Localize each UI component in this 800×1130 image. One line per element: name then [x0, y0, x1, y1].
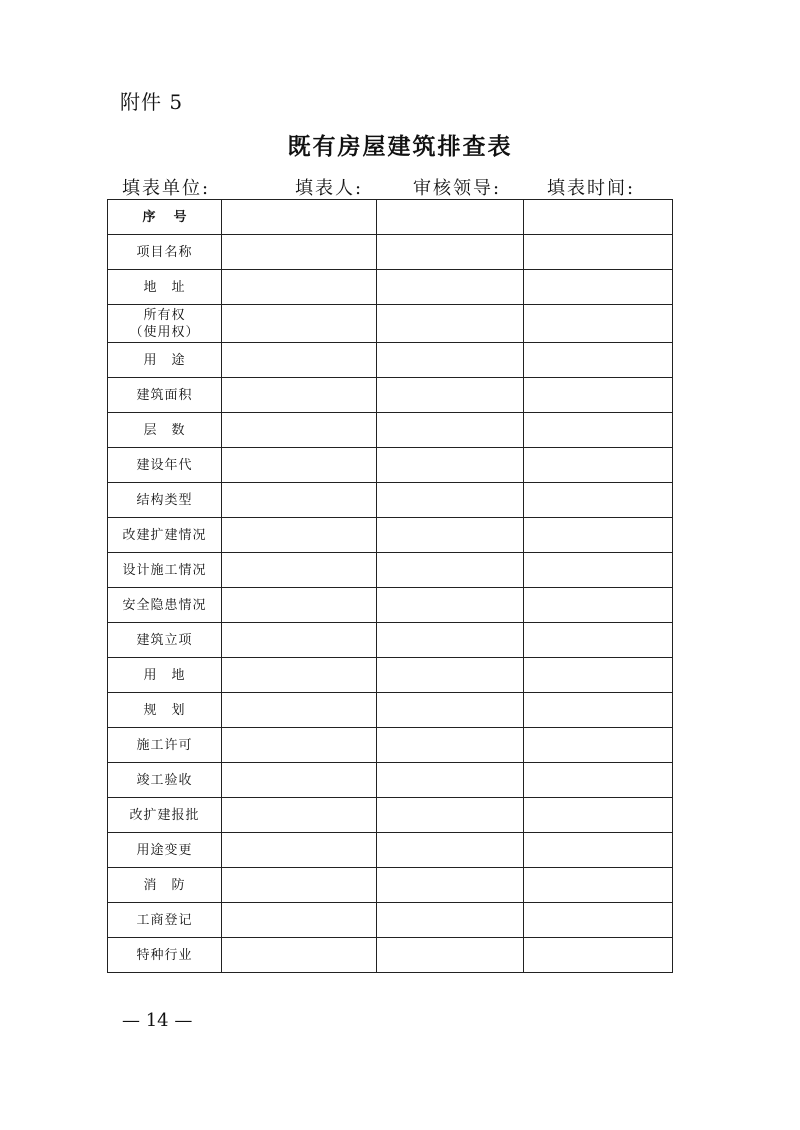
table-cell[interactable]: [377, 343, 524, 378]
row-label: 改扩建报批: [108, 798, 222, 833]
table-cell[interactable]: [377, 728, 524, 763]
table-cell[interactable]: [222, 305, 377, 343]
row-label: 用 途: [108, 343, 222, 378]
table-cell[interactable]: [524, 938, 673, 973]
table-row: [108, 833, 673, 868]
row-label: 建筑立项: [108, 623, 222, 658]
row-label: 消 防: [108, 868, 222, 903]
table-row: [108, 658, 673, 693]
row-label: 建设年代: [108, 448, 222, 483]
table-cell[interactable]: [524, 413, 673, 448]
table-cell[interactable]: [222, 728, 377, 763]
table-cell[interactable]: [377, 553, 524, 588]
table-cell[interactable]: [524, 200, 673, 235]
table-cell[interactable]: [377, 658, 524, 693]
table-cell[interactable]: [524, 623, 673, 658]
table-row: [108, 728, 673, 763]
fill-date-label: 填表时间:: [547, 178, 636, 199]
table-cell[interactable]: [524, 518, 673, 553]
table-cell[interactable]: [524, 483, 673, 518]
table-row: [108, 413, 673, 448]
table-cell[interactable]: [377, 448, 524, 483]
fill-in-header: [0, 174, 800, 200]
table-row: [108, 763, 673, 798]
table-cell[interactable]: [377, 483, 524, 518]
table-row: [108, 343, 673, 378]
table-cell[interactable]: [524, 833, 673, 868]
table-cell[interactable]: [222, 235, 377, 270]
table-row: [108, 868, 673, 903]
table-cell[interactable]: [222, 938, 377, 973]
table-cell[interactable]: [524, 235, 673, 270]
row-label: 安全隐患情况: [108, 588, 222, 623]
table-row: [108, 235, 673, 270]
table-cell[interactable]: [524, 448, 673, 483]
table-cell[interactable]: [222, 413, 377, 448]
row-label: 层 数: [108, 413, 222, 448]
table-cell[interactable]: [524, 903, 673, 938]
row-label: 建筑面积: [108, 378, 222, 413]
table-cell[interactable]: [524, 868, 673, 903]
table-cell[interactable]: [377, 413, 524, 448]
fill-filler-label: 填表人:: [295, 178, 364, 199]
serial-header-text: 序号: [142, 209, 205, 225]
table-cell[interactable]: [524, 728, 673, 763]
table-cell[interactable]: [377, 868, 524, 903]
document-title: 既有房屋建筑排查表: [287, 134, 513, 160]
row-label: 规 划: [108, 693, 222, 728]
table-cell[interactable]: [222, 903, 377, 938]
table-cell[interactable]: [222, 763, 377, 798]
row-label: [108, 305, 222, 343]
table-cell[interactable]: [524, 658, 673, 693]
table-cell[interactable]: [524, 693, 673, 728]
attachment-label: 附件 5: [120, 90, 184, 114]
table-cell[interactable]: [377, 798, 524, 833]
table-row: [108, 483, 673, 518]
row-label: 用 地: [108, 658, 222, 693]
row-label: 项目名称: [108, 235, 222, 270]
table-cell[interactable]: [377, 903, 524, 938]
table-cell[interactable]: [222, 200, 377, 235]
table-cell[interactable]: [222, 833, 377, 868]
row-label: 特种行业: [108, 938, 222, 973]
table-row: [108, 378, 673, 413]
row-label: 改建扩建情况: [108, 518, 222, 553]
row-label-line-1: 所有权: [143, 307, 186, 323]
table-cell[interactable]: [222, 798, 377, 833]
row-label: 施工许可: [108, 728, 222, 763]
table-cell[interactable]: [377, 833, 524, 868]
table-row: [108, 448, 673, 483]
table-cell[interactable]: [377, 378, 524, 413]
table-cell[interactable]: [524, 763, 673, 798]
table-cell[interactable]: [377, 623, 524, 658]
row-label: 用途变更: [108, 833, 222, 868]
table-row-header: [108, 200, 673, 235]
table-cell[interactable]: [524, 343, 673, 378]
table-cell[interactable]: [524, 270, 673, 305]
row-label-line-2: （使用权）: [129, 324, 200, 340]
table-row: [108, 938, 673, 973]
table-cell[interactable]: [222, 343, 377, 378]
table-row: [108, 588, 673, 623]
table-cell[interactable]: [222, 588, 377, 623]
table-cell[interactable]: [377, 693, 524, 728]
row-label: 地 址: [108, 270, 222, 305]
row-label: 设计施工情况: [108, 553, 222, 588]
page-number: — 14 —: [122, 1010, 193, 1031]
table-row: [108, 798, 673, 833]
table-cell[interactable]: [222, 378, 377, 413]
table-cell[interactable]: [524, 553, 673, 588]
table-cell[interactable]: [377, 763, 524, 798]
table-cell[interactable]: [222, 448, 377, 483]
table-cell[interactable]: [222, 693, 377, 728]
table-cell[interactable]: [524, 798, 673, 833]
table-cell[interactable]: [377, 235, 524, 270]
table-row: [108, 305, 673, 343]
row-label: 工商登记: [108, 903, 222, 938]
table-row: [108, 903, 673, 938]
row-label: 竣工验收: [108, 763, 222, 798]
table-row: [108, 623, 673, 658]
table-row: [108, 693, 673, 728]
table-cell[interactable]: [222, 658, 377, 693]
table-cell[interactable]: [377, 518, 524, 553]
table-row: [108, 270, 673, 305]
table-cell[interactable]: [524, 305, 673, 343]
fill-unit-label: 填表单位:: [122, 178, 211, 199]
fill-reviewer-label: 审核领导:: [413, 178, 502, 199]
table-cell[interactable]: [222, 518, 377, 553]
table-cell[interactable]: [524, 588, 673, 623]
row-label: 结构类型: [108, 483, 222, 518]
table-cell[interactable]: [377, 588, 524, 623]
table-cell[interactable]: [222, 483, 377, 518]
table-cell[interactable]: [377, 305, 524, 343]
table-row: [108, 518, 673, 553]
table-cell[interactable]: [377, 938, 524, 973]
table-cell[interactable]: [222, 623, 377, 658]
row-label-serial: [108, 200, 222, 235]
table-cell[interactable]: [222, 868, 377, 903]
table-cell[interactable]: [524, 378, 673, 413]
table-cell[interactable]: [377, 270, 524, 305]
inspection-table: [107, 199, 673, 973]
table-cell[interactable]: [377, 200, 524, 235]
table-cell[interactable]: [222, 270, 377, 305]
table-cell[interactable]: [222, 553, 377, 588]
table-row: [108, 553, 673, 588]
